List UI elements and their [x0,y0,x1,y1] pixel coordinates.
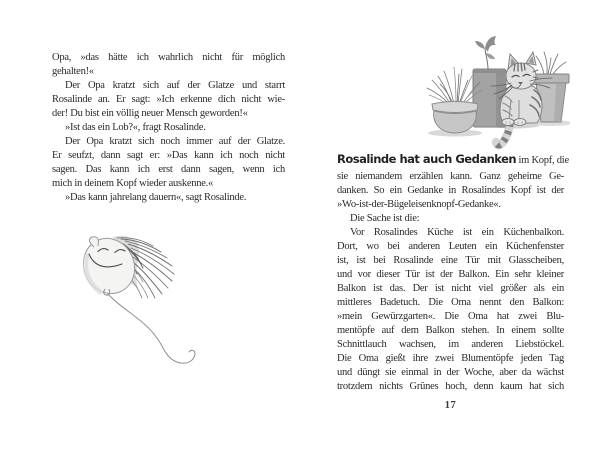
text-line: Dort, wo bei anderen Leuten ein Küchenfenster [337,241,564,252]
cat-and-flowerpots-illustration [404,36,570,150]
text-line: Vor Rosalindes Küche ist ein Küchenbalkon. [350,227,564,238]
text-line: und vor dieser Tür ist der Balkon. Ein sehr kleiner [337,269,564,280]
text-line: Die Oma gießt ihre zwei Blumentöpfe jeden Tag [337,353,564,364]
text-line: »Wo-ist-der-Bügeleisenknopf-Gedanke«. [337,199,501,210]
page-number: 17 [444,400,457,411]
bowl-rim [432,102,478,113]
text-line: sie niemandem erzählen kann. Ganz geheime Ge- [337,171,564,182]
text-line: Er seufzt, dann sagt er: »Das kann ich noch nicht [52,150,285,161]
text-line: mich in deinem Kopf wieder auskenne.« [52,178,214,189]
text-line: danken. So ein Gedanke in Rosalindes Kopf ist der [337,185,564,196]
bowl-body [434,111,477,133]
text-line: und düngt sie einmal in der Woche, aber da wächst [337,367,564,378]
balloon-string [108,294,195,363]
text-line: ist, ist bei Rosalinde eine Tür mit Glasscheiben, [337,255,564,266]
text-line: trotzdem nichts Grünes hoch, denn kaum hat sich [337,381,564,392]
text-line: sagen. Das kann ich erst dann sagen, wenn ich [52,164,285,175]
text-line: mentöpfe auf dem Balkon stehen. In einem sollte [337,325,564,336]
text-line: Rosalinde an. Er sagt: »Ich erkenne dich nicht wie- [52,94,285,105]
seedling [475,36,496,69]
text-line: Der Opa kratzt sich noch immer auf der Glatze. [65,136,285,147]
chapter-heading-suffix: im Kopf, die [516,155,569,166]
text-line: der! Du bist ein völlig neuer Mensch geworden!« [52,108,248,119]
right-page-body [337,170,564,394]
text-line: Schnittlauch wachsen, im anderen Liebstöckel. [337,339,564,350]
text-line: Opa, »das hätte ich wahrlich nicht für möglich [52,52,285,63]
left-page-text [52,51,285,205]
text-line: mittleres Badetuch. Die Oma nennt den Balkon: [337,297,564,308]
text-line: Balkon ist das. Der ist nicht viel größer als ein [337,283,564,294]
text-line: »Das kann jahrelang dauern«, sagt Rosalinde. [65,192,247,203]
text-line: »mein Gewürzgarten«. Die Oma hat zwei Blu- [337,311,564,322]
text-line: Die Sache ist die: [350,213,420,224]
text-line: gehalten!« [52,66,94,77]
chapter-heading-line [337,149,569,170]
text-line: Der Opa kratzt sich auf der Glatze und starrt [65,80,285,91]
sprigs [536,52,566,74]
balloon-head-illustration [75,236,225,401]
text-line: »Ist das ein Lob?«, fragt Rosalinde. [65,122,206,133]
right-page-text [337,149,569,394]
chapter-title: Rosalinde hat auch Gedanken [337,152,517,166]
